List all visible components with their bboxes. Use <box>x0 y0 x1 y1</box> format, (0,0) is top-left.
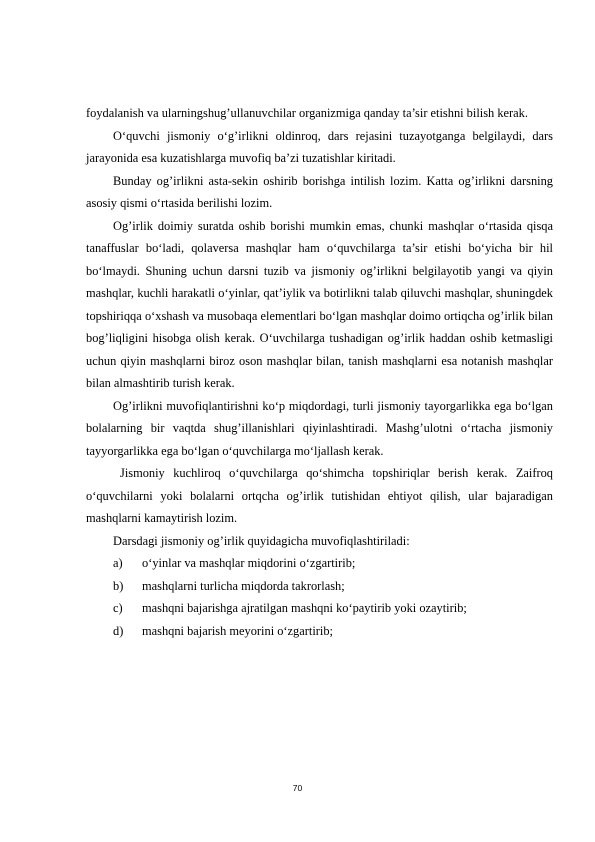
list-item-text: mashqlarni turlicha miqdorda takrorlash; <box>142 578 345 593</box>
list-item-text: mashqni bajarish meyorini o‘zgartirib; <box>142 623 333 638</box>
list-marker: c) <box>113 601 123 615</box>
page-number: 70 <box>292 783 303 793</box>
paragraph-continuation: foydalanish va ularningshug’ullanuvchilar organizmiga qanday ta’sir etishni bilish kerak. <box>86 106 528 120</box>
page-body <box>86 102 553 642</box>
list-item <box>86 552 553 575</box>
paragraph-load-variation: Og’irlik doimiy suratda oshib borishi mumkin emas, chunki mashqlar o‘rtasida qisqa tanaffuslar bo‘ladi, qolaversa mashqlar ham o‘quvchilarga ta’sir etishi bo‘yicha bir hil bo‘lmaydi. Shuning uchun darsni tuzib va jismoniy og’irlikni belgilayotib yangi va qiyin mashqlar, kuchli harakatli o‘yinlar, qat’iylik va botirlikni talab qiluvchi mashqlar, shuningdek topshiriqqa o‘xshash va musobaqa elementlari bo‘lgan mashqlar doimo ortiqcha og’irlik bilan bog’liqligini hisobga olish kerak. O‘uvchilarga tushadigan og’irlik haddan oshib ketmasligi uchun qiyin mashqlarni biroz oson mashqlar bilan, tanish mashqlarni esa notanish mashqlar bilan almashtirib turish kerak. <box>86 218 553 390</box>
list-item-text: mashqni bajarishga ajratilgan mashqni ko‘paytirib yoki ozaytirib; <box>142 601 467 615</box>
paragraph-differentiation: Og’irlikni muvofiqlantirishni ko‘p miqdordagi, turli jismoniy tayorgarlikka ega bo‘lgan bolalarning bir vaqtda shug’illanishlari qiyinlashtiradi. Mashg’ulotni o‘rtacha jismoniy tayyorgarlikka ega bo‘lgan o‘quvchilarga mo‘ljallash kerak. <box>86 398 553 458</box>
paragraph-strong-weak-students: Jismoniy kuchliroq o‘quvchilarga qo‘shimcha topshiriqlar berish kerak. Zaifroq o‘quvchilarni yoki bolalarni ortqcha og’irlik tutishidan ehtiyot qilish, ular bajaradigan mashqlarni kamaytirish lozim. <box>86 466 553 525</box>
list-marker: b) <box>113 578 124 593</box>
list-item <box>86 620 553 643</box>
paragraph-load-adjustment: O‘quvchi jismoniy o‘g’irlikni oldinroq, dars rejasini tuzayotganga belgilaydi, dars jarayonida esa kuzatishlarga muvofiq ba’zi tuzatishlar kiritadi. <box>86 128 553 165</box>
list-item <box>86 597 553 620</box>
list-marker: d) <box>113 623 124 638</box>
list-item-text: o‘yinlar va mashqlar miqdorini o‘zgartirib; <box>142 556 356 570</box>
regulation-methods-list <box>86 552 553 642</box>
paragraph-list-intro: Darsdagi jismoniy og’irlik quyidagicha muvofiqlashtiriladi: <box>113 533 410 548</box>
list-item <box>86 575 553 598</box>
paragraph-gradual-increase: Bunday og’irlikni asta-sekin oshirib borishga intilish lozim. Katta og’irlikni darsning asosiy qismi o‘rtasida berilishi lozim. <box>86 173 553 210</box>
list-marker: a) <box>113 556 123 570</box>
